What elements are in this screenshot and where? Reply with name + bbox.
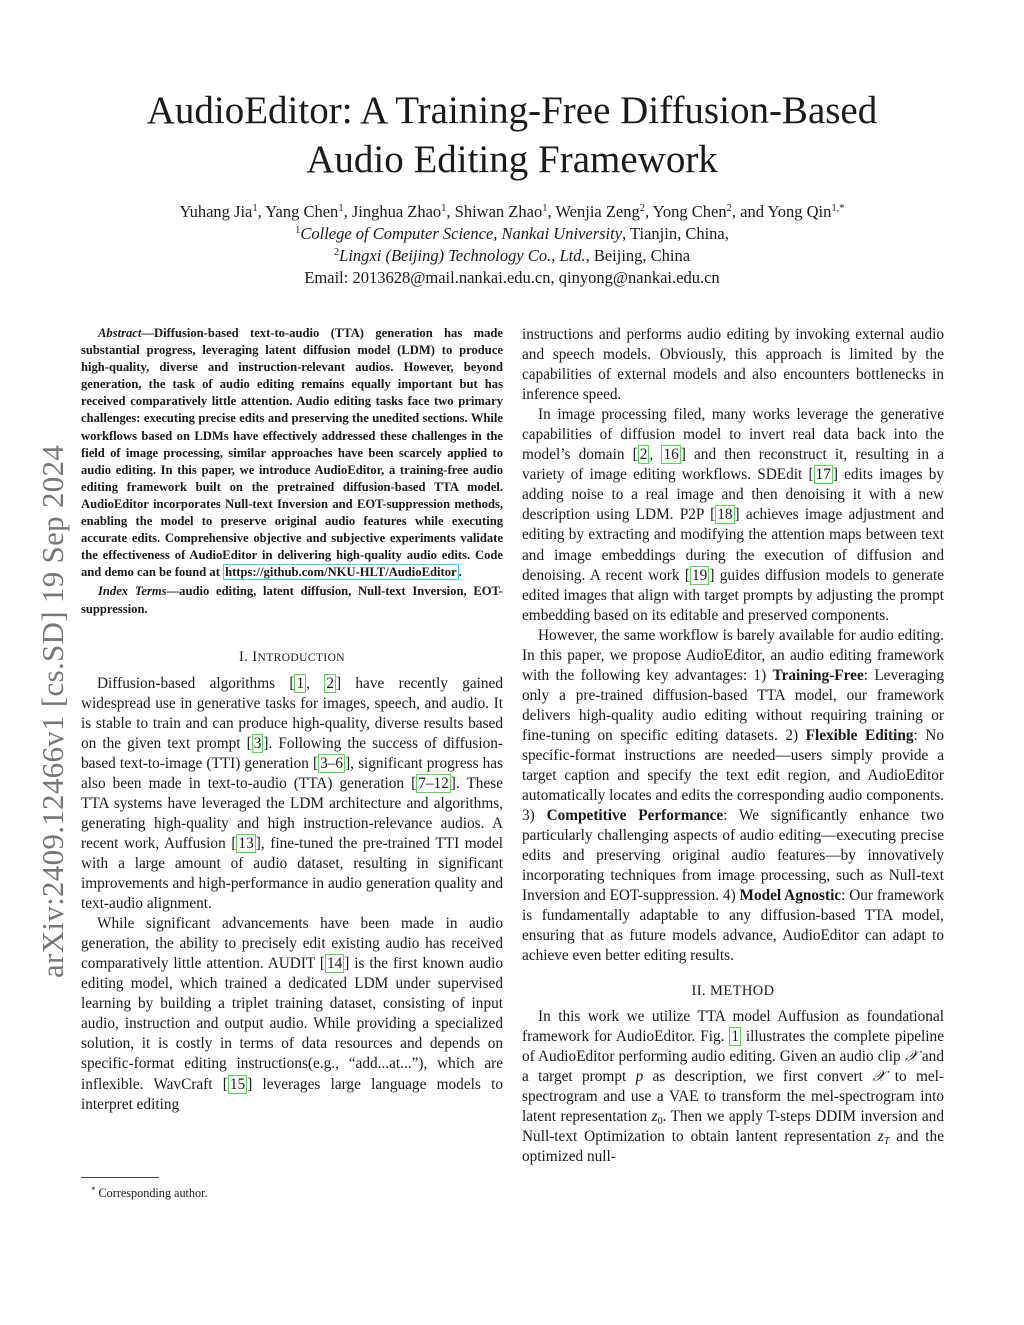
- citation-link[interactable]: 15: [229, 1075, 246, 1093]
- paper-title: [90, 86, 934, 184]
- author-affiliation-mark: 2: [639, 203, 646, 214]
- author-name: Jinghua Zhao: [351, 202, 442, 221]
- index-terms: [81, 583, 503, 617]
- citation-link[interactable]: 19: [692, 566, 708, 584]
- author-affiliation-mark: 1,*: [831, 203, 845, 214]
- contact-email: Email: 2013628@mail.nankai.edu.cn, qinyong@nankai.edu.cn: [304, 268, 720, 287]
- arxiv-id-text: arXiv:2409.12466v1 [cs.SD] 19 Sep 2024: [35, 444, 70, 978]
- author-name: Yuhang Jia: [179, 202, 253, 221]
- author-name: Yang Chen: [265, 202, 339, 221]
- code-link[interactable]: https://github.com/NKU-HLT/AudioEditor: [225, 565, 457, 580]
- intro-paragraph-5: However, the same workflow is barely available for audio editing. In this paper, we propose AudioEditor, an audio editing framework with the following key advantages: 1) Training-Free: Leveraging only a pre-trained diffusion-based TTA model, our framework delivers high-quality audio editing without requiring training or fine-tuning on specific editing datasets. 2) Flexible Editing: No specific-format instructions are needed—users simply provide a target caption and specify the text edit region, and AudioEditor automatically locates and edits the corresponding audio components. 3) Competitive Performance: We significantly enhance two particularly challenging aspects of audio editing—executing precise edits and preserving original audio features—by innovatively incorporating techniques from image processing, such as Null-text Inversion and EOT-suppression. 4) Model Agnostic: Our framework is fundamentally adaptable to any diffusion-based TTA model, ensuring that as future models advance, AudioEditor can adapt to achieve even better editing results.: [522, 626, 944, 965]
- index-terms-text: —audio editing, latent diffusion, Null-text Inversion, EOT-suppression.: [81, 584, 503, 616]
- index-terms-label: Index Terms: [98, 584, 167, 599]
- intro-paragraph-3: instructions and performs audio editing by invoking external audio and speech models. Obviously, this approach is limited by the capabilities of external models and also encounters bottlenecks in inference speed.: [522, 326, 944, 404]
- footnote-text: Corresponding author.: [98, 1186, 208, 1200]
- affiliation-2: $^2$Lingxi (Beijing) Technology Co., Ltd., Beijing, China: [333, 246, 691, 265]
- citation-link[interactable]: 16: [663, 446, 679, 464]
- method-paragraph-1: In this work we utilize TTA model Auffusion as foundational framework for AudioEditor. Fig. 1 illustrates the complete pipeline of AudioEditor performing audio editing. Given an audio clip 𝒳 and a target prompt p as description, we first convert 𝒳 to mel-spectrogram and use a VAE to transform the mel-spectrogram into latent representation $z_0$. Then we apply T-steps DDIM inversion and Null-text Optimization to obtain lantent representation $z_T$ and the optimized null-: [522, 1007, 945, 1165]
- title-line-2: Audio Editing Framework: [306, 138, 718, 181]
- abstract-text: —Diffusion-based text-to-audio (TTA) generation has made substantial progress, leveraging latent diffusion model (LDM) to produce high-quality, diverse and instruction-relevant audios. However, beyond generation, the task of audio editing remains equally important but has received comparatively little attention. Audio editing tasks face two primary challenges: executing precise edits and preserving the unedited sections. While workflows based on LDMs have effectively addressed these challenges in the field of image processing, similar approaches have been scarcely applied to audio editing. In this paper, we introduce AudioEditor, a training-free audio editing framework built on the pretrained diffusion-based TTA model. AudioEditor incorporates Null-text Inversion and EOT-suppression methods, enabling the model to preserve original audio features while executing accurate edits. Comprehensive objective and subjective experiments validate the effectiveness of AudioEditor in delivering high-quality audio edits. Code and demo can be found at: [81, 326, 503, 580]
- citation-link[interactable]: 2: [639, 446, 648, 464]
- right-column: [522, 325, 944, 1167]
- citation-link[interactable]: 13: [238, 834, 254, 852]
- figure-link[interactable]: 1: [731, 1027, 739, 1045]
- citation-link[interactable]: 3: [253, 734, 262, 752]
- author-list: Yuhang Jia$^1$, Yang Chen$^1$, Jinghua Zhao$^1$, Shiwan Zhao$^1$, Wenjia Zeng$^2$, Yong Chen$^2$, and Yong Qin$^{1,*}$: [179, 202, 845, 221]
- intro-paragraph-2: While significant advancements have been made in audio generation, the ability to precisely edit existing audio has received comparatively little attention. AUDIT [ 14 ] is the first known audio editing model, which trained a dedicated LDM under supervised learning by building a triplet training dataset, consisting of input audio, instruction and output audio. While providing a specialized solution, it is costly in terms of data resources and depends on specific-format editing instructions(e.g., “add...at...”), which are inflexible. WavCraft [ 15 ] leverages large language models to interpret editing: [81, 915, 503, 1113]
- citation-link[interactable]: 7–12: [418, 774, 449, 792]
- author-affiliation-mark: 1: [441, 203, 447, 214]
- author-affiliation-mark: 1: [338, 203, 344, 214]
- author-name: Wenjia Zeng: [555, 202, 640, 221]
- footnote-rule: [81, 1177, 159, 1178]
- abstract: Abstract—Diffusion-based text-to-audio (TTA) generation has made substantial progress, leveraging latent diffusion model (LDM) to produce high-quality, diverse and instruction-relevant audios. However, beyond generation, the task of audio editing remains equally important but has received comparatively little attention. Audio editing tasks face two primary challenges: executing precise edits and preserving the unedited sections. While workflows based on LDMs have effectively addressed these challenges in the field of image processing, similar approaches have been scarcely applied to audio editing. In this paper, we introduce AudioEditor, a training-free audio editing framework built on the pretrained diffusion-based TTA model. AudioEditor incorporates Null-text Inversion and EOT-suppression methods, enabling the model to preserve original audio features while executing accurate edits. Comprehensive objective and subjective experiments validate the effectiveness of AudioEditor in delivering high-quality audio edits. Code and demo can be found at https://github.com/NKU-HLT/AudioEditor .: [81, 326, 503, 580]
- author-affiliation-mark: 2: [726, 203, 732, 214]
- citation-link[interactable]: 1: [296, 674, 305, 692]
- author-block: [60, 201, 964, 289]
- abstract-label: Abstract: [98, 326, 142, 340]
- left-column: [81, 325, 503, 1115]
- citation-link[interactable]: 17: [815, 466, 831, 484]
- citation-link[interactable]: 14: [327, 955, 343, 973]
- section-heading-method: II. METHOD: [691, 982, 775, 999]
- footnote-mark: *: [91, 1185, 96, 1195]
- author-name: Shiwan Zhao: [454, 202, 543, 221]
- intro-paragraph-1: Diffusion-based algorithms [ 1 , 2 ] have recently gained widespread use in generative tasks for images, speech, and audio. It is stable to train and can produce high-quality, diverse results based on the given text prompt [ 3 ]. Following the success of diffusion-based text-to-image (TTI) generation [ 3–6 ], significant progress has also been made in text-to-audio (TTA) generation [ 7–12 ]. These TTA systems have leveraged the LDM architecture and algorithms, generating high-quality and high instruction-relevance audios. A recent work, Auffusion [ 13 ], fine-tuned the pre-trained TTI model with a large amount of audio dataset, resulting in significant improvements and high-performance in audio generation quality and text-audio alignment.: [81, 674, 504, 913]
- author-name: Yong Chen: [652, 202, 727, 221]
- intro-paragraph-4: In image processing filed, many works leverage the generative capabilities of diffusion model to invert real data back into the model’s domain [ 2 , 16 ] and then reconstruct it, resulting in a variety of image editing workflows. SDEdit [ 17 ] edits images by adding noise to a real image and then denoising it with a new description using LDM. P2P [ 18 ] achieves image adjustment and editing by extracting and modifying the attention maps between text and image embeddings during the execution of diffusion and denoising. A recent work [ 19 ] guides diffusion models to generate edited images that align with target prompts by adjusting the prompt embedding based on its editable and preserved components.: [522, 406, 945, 624]
- section-heading-introduction: I. INTRODUCTION: [239, 648, 345, 665]
- author-name: Yong Qin: [767, 202, 832, 221]
- author-affiliation-mark: 1: [252, 203, 258, 214]
- citation-link[interactable]: 2: [326, 674, 334, 692]
- author-affiliation-mark: 1: [542, 203, 548, 214]
- citation-link[interactable]: 18: [717, 506, 733, 524]
- footnote: [91, 1186, 208, 1201]
- affiliation-1: $^1$College of Computer Science, Nankai University, Tianjin, China,: [295, 224, 729, 243]
- citation-link[interactable]: 3–6: [320, 754, 344, 772]
- title-line-1: AudioEditor: A Training-Free Diffusion-Based: [146, 89, 878, 132]
